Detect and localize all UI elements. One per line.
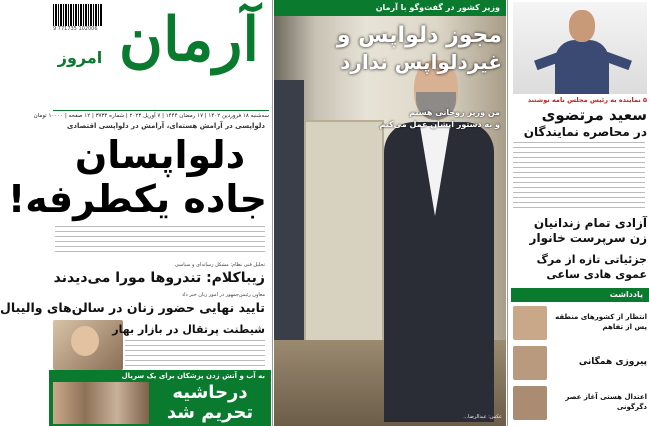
mortazavi-photo bbox=[513, 2, 647, 94]
center-headline-line2: غیردلواپس ندارد bbox=[340, 50, 502, 74]
barcode bbox=[53, 4, 103, 26]
banner-kicker: به آب و آتش زدن پزشکان برای یک سریال bbox=[121, 372, 265, 380]
left-body-text bbox=[55, 226, 265, 256]
divider-left bbox=[272, 0, 273, 426]
headline-2: آزادی تمام زندانیان bbox=[533, 216, 647, 230]
dateline: سه‌شنبه ۱۸ فروردین ۱۴۰۲ | ۱۷ رمضان ۱۴۴۴ | ۷ آوریل ۲۰۲۳ | شماره ۳۷۳۴ | ۱۲ صفحه | ۱۰۰۰۰ تومان bbox=[53, 110, 269, 120]
headline-1: سعید مرتضوی bbox=[541, 106, 647, 124]
opinion-3: اعتدال هستی آغاز عصر دگرگونی bbox=[565, 393, 647, 411]
opinion-2-photo bbox=[513, 346, 547, 380]
center-subhead-line2: و به دستور ایشان عمل می‌کنم bbox=[379, 120, 500, 129]
photo-caption: عکس: عبدالرضا... bbox=[463, 414, 502, 420]
portrait-body bbox=[555, 40, 609, 94]
banner-line1: درحاشیه bbox=[172, 382, 248, 403]
left-column bbox=[0, 122, 271, 426]
center-column bbox=[274, 0, 506, 426]
masthead-logo: آرمان bbox=[118, 5, 260, 75]
opinion-3-photo bbox=[513, 386, 547, 420]
divider-right bbox=[507, 0, 508, 426]
bottom-banner bbox=[49, 370, 271, 426]
center-kicker: وزیر کشور در گفت‌وگو با آرمان bbox=[274, 0, 506, 16]
barcode-digits: 9 771735 102006 bbox=[53, 26, 98, 32]
masthead bbox=[33, 0, 271, 120]
story-1-body-text bbox=[513, 142, 645, 212]
right-column bbox=[509, 0, 649, 426]
banner-line2: تحریم شد bbox=[166, 402, 254, 423]
left-kicker: دلواپسی در آرامش هسته‌ای، آرامش در دلواپسی اقتصادی bbox=[66, 122, 265, 130]
side-person bbox=[274, 80, 304, 340]
opinion-1: انتظار از کشورهای منطقه پس از تفاهم bbox=[555, 313, 647, 331]
left-headline-line1: دلواپسان bbox=[74, 133, 246, 177]
brief-3-body-text bbox=[125, 340, 265, 368]
headline-1b: در محاصره نمایندگان bbox=[523, 125, 647, 139]
headline-3: جزئیاتی تازه از مرگ bbox=[536, 253, 647, 266]
opinion-2: پیروزی همگانی bbox=[578, 357, 647, 367]
section-bar: یادداشت bbox=[511, 288, 649, 302]
portrait-head bbox=[569, 10, 595, 42]
brief-3-headline: شیطنت پرتقال در بازار بهار bbox=[112, 323, 265, 336]
center-headline-line1: مجوز دلواپس و bbox=[336, 23, 502, 48]
brief-1-headline: زیباکلام: تندروها مورا می‌دیدند bbox=[53, 270, 265, 286]
brief-2-kicker: معاون رئیس‌جمهور در امور زنان خبر داد bbox=[181, 292, 265, 298]
banner-photos bbox=[53, 382, 149, 424]
brief-2-headline: تایید نهایی حضور زنان در سالن‌های والیبال bbox=[0, 300, 265, 315]
top-kicker: ۵ نماینده به رئیس مجلس نامه نوشتند bbox=[527, 96, 647, 104]
headline-3b: عموی هادی ساعی bbox=[546, 268, 647, 281]
left-headline-line2: جاده یکطرفه! bbox=[7, 177, 267, 221]
opinion-1-photo bbox=[513, 306, 547, 340]
center-subhead-line1: من وزیر روحانی هستم bbox=[409, 108, 500, 117]
masthead-logo-suffix: امروز bbox=[57, 48, 103, 67]
headline-2b: زن سرپرست خانوار bbox=[529, 231, 647, 245]
person-head bbox=[71, 326, 99, 356]
brief-1-kicker: تحلیل فنی نظام: مشکل رسانه‌ای و سیاسی bbox=[174, 262, 265, 268]
